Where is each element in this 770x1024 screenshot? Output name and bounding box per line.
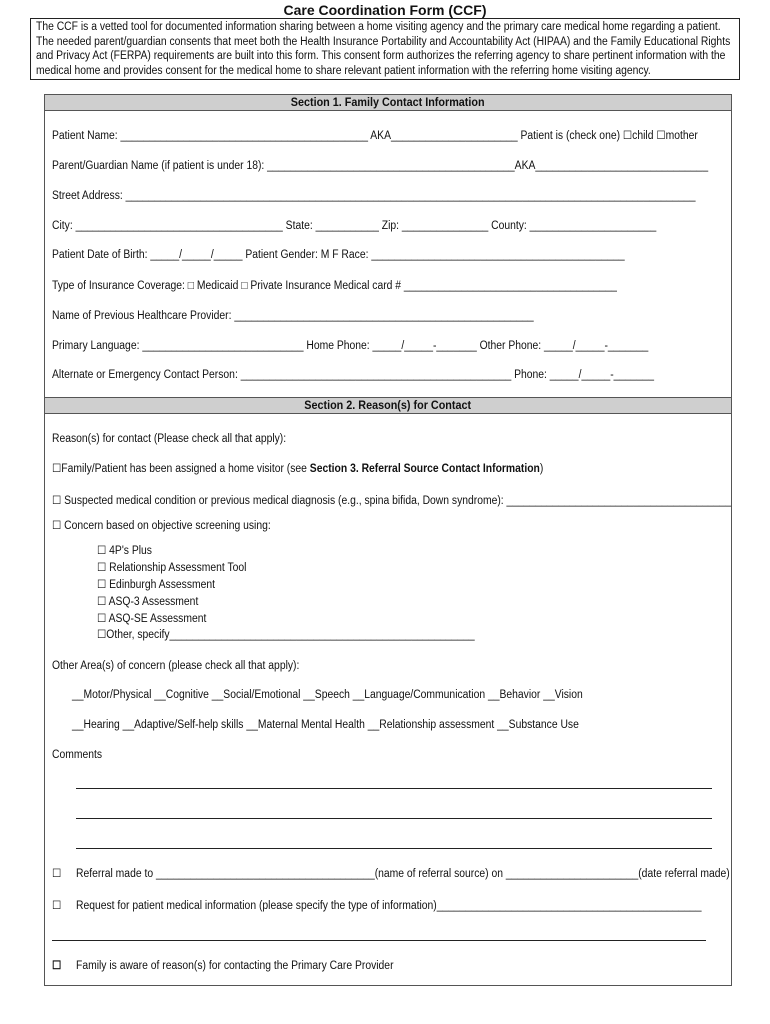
request-info-line[interactable] bbox=[52, 940, 706, 941]
street-address-field[interactable]: Street Address: ___________________________________________________________________________________________________ bbox=[52, 190, 696, 202]
comments-label: Comments bbox=[52, 749, 103, 761]
referral-checkbox[interactable]: ☐ bbox=[52, 868, 62, 880]
reasons-intro: Reason(s) for contact (Please check all that apply): bbox=[52, 433, 287, 445]
areas-of-concern-row2[interactable]: __Hearing __Adaptive/Self-help skills __Maternal Mental Health __Relationship assessment __Substance Use bbox=[72, 719, 579, 731]
home-visitor-checkbox[interactable]: ☐Family/Patient has been assigned a home visitor (see Section 3. Referral Source Contact Information) bbox=[52, 463, 544, 475]
city-state-zip-field[interactable]: City: ____________________________________ State: ___________ Zip: _______________ County: ______________________ bbox=[52, 220, 657, 232]
screening-option[interactable]: ☐ 4P's Plus bbox=[97, 545, 152, 557]
request-info-field[interactable]: Request for patient medical information (please specify the type of information)______________________________________________ bbox=[76, 900, 702, 912]
screening-concern-checkbox[interactable]: ☐ Concern based on objective screening using: bbox=[52, 520, 271, 532]
dob-gender-race-field[interactable]: Patient Date of Birth: _____/_____/_____ Patient Gender: M F Race: ____________________________________________ bbox=[52, 249, 625, 261]
intro-box bbox=[30, 18, 740, 80]
screening-option[interactable]: ☐ Relationship Assessment Tool bbox=[97, 562, 247, 574]
previous-provider-field[interactable]: Name of Previous Healthcare Provider: ____________________________________________________ bbox=[52, 310, 534, 322]
suspected-condition-checkbox[interactable]: ☐ Suspected medical condition or previous medical diagnosis (e.g., spina bifida, Down syndrome): _______________________________________ bbox=[52, 495, 732, 507]
family-aware-label: Family is aware of reason(s) for contacting the Primary Care Provider bbox=[76, 960, 394, 972]
comments-line[interactable] bbox=[76, 818, 712, 819]
screening-option[interactable]: ☐ ASQ-SE Assessment bbox=[97, 613, 207, 625]
comments-line[interactable] bbox=[76, 788, 712, 789]
other-areas-intro: Other Area(s) of concern (please check all that apply): bbox=[52, 660, 300, 672]
screening-option[interactable]: ☐ ASQ-3 Assessment bbox=[97, 596, 199, 608]
areas-of-concern-row1[interactable]: __Motor/Physical __Cognitive __Social/Emotional __Speech __Language/Communication __Behavior __Vision bbox=[72, 689, 583, 701]
guardian-name-field[interactable]: Parent/Guardian Name (if patient is under 18): ___________________________________________AKA______________________________ bbox=[52, 160, 709, 172]
referral-made-field[interactable]: Referral made to ______________________________________(name of referral source) on _______________________(date referral made) bbox=[76, 868, 730, 880]
section2-heading: Section 2. Reason(s) for Contact bbox=[44, 397, 732, 414]
comments-line[interactable] bbox=[76, 848, 712, 849]
emergency-contact-field[interactable]: Alternate or Emergency Contact Person: _______________________________________________ Phone: _____/_____-_______ bbox=[52, 369, 654, 381]
intro-text: The CCF is a vetted tool for documented information sharing between a home visiting agency and the primary care medical home regarding a patient. The needed parent/guardian consents that meet both the Health Insurance Portability and Accountability Act (HIPAA) and the Family Educational Rights and Privacy Act (FERPA) requirements are built into this form. This consent form authorizes the referring agency to share pertinent information with the medical home and provides consent for the medical home to share relevant patient information with the referring home visiting agency. bbox=[36, 21, 731, 77]
form-title: Care Coordination Form (CCF) bbox=[283, 2, 487, 18]
request-checkbox[interactable]: ☐ bbox=[52, 900, 62, 912]
language-phone-field[interactable]: Primary Language: ____________________________ Home Phone: _____/_____-_______ Other Phone: _____/_____-_______ bbox=[52, 340, 649, 352]
patient-name-field[interactable]: Patient Name: ___________________________________________ AKA______________________ Patient is (check one) ☐child ☐mother bbox=[52, 130, 698, 142]
insurance-field[interactable]: Type of Insurance Coverage: □ Medicaid □ Private Insurance Medical card # _____________________________________ bbox=[52, 280, 617, 292]
screening-option-other[interactable]: ☐Other, specify_____________________________________________________ bbox=[97, 629, 475, 641]
screening-option[interactable]: ☐ Edinburgh Assessment bbox=[97, 579, 216, 591]
aware-checkbox[interactable]: ☐ bbox=[52, 960, 62, 972]
section1-heading: Section 1. Family Contact Information bbox=[44, 94, 732, 111]
